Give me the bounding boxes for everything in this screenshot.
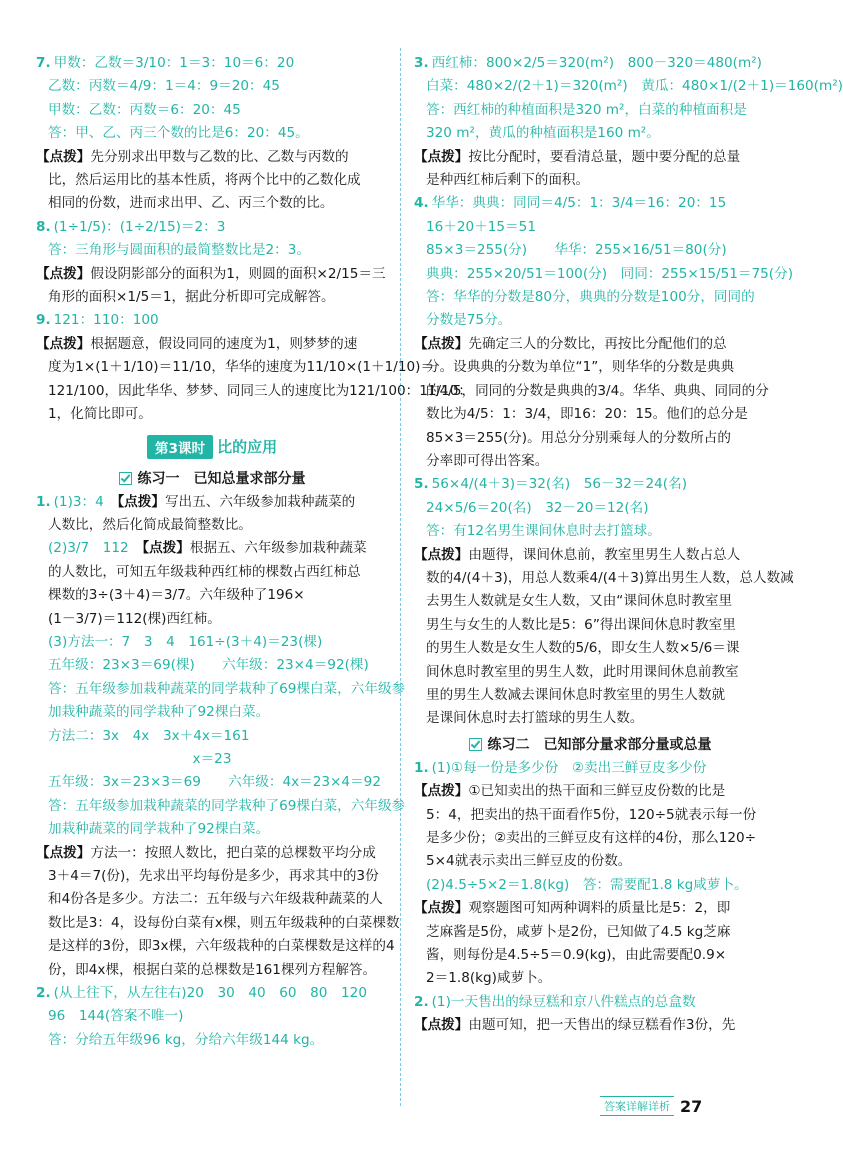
line-text: 56×4/(4＋3)＝32(名) 56－32＝24(名) <box>431 476 688 493</box>
line-text: 角形的面积×1/5＝1，据此分析即可完成解答。 <box>48 289 335 306</box>
section-heading <box>36 465 388 491</box>
text-line <box>36 146 388 169</box>
line-text: (1－3/7)＝112(棵)西红柿。 <box>48 610 221 627</box>
line-text: 答：五年级参加栽种蔬菜的同学栽种了69棵白菜，六年级参 <box>48 797 406 814</box>
line-text: 由题得，课间休息前，教室里男生人数占总人 <box>468 546 741 563</box>
line-text: 去男生人数就是女生人数，又由“课间休息时教室里 <box>426 593 733 610</box>
line-text: 分。设典典的分数为单位“1”，则华华的分数是典典 <box>426 359 735 376</box>
hint-tag: 【点拨】 <box>128 540 190 557</box>
line-text: 方法二：3x 4x 3x＋4x＝161 <box>48 727 250 744</box>
text-line <box>414 380 769 403</box>
question-number: 9. <box>36 312 51 329</box>
text-line <box>36 982 388 1005</box>
hint-tag: 【点拨】 <box>117 493 165 510</box>
line-text: 华华：典典：同同＝4/5：1：3/4＝16：20：15 <box>431 195 727 212</box>
line-text: 5：4，把卖出的热干面看作5份，120÷5就表示每一份 <box>426 806 757 823</box>
line-text: 分率即可得出答案。 <box>426 452 549 469</box>
right-column <box>414 52 843 1038</box>
line-text: 五年级：3x＝23×3＝69 六年级：4x＝23×4＝92 <box>48 774 381 791</box>
hint-tag: 【点拨】 <box>414 148 469 165</box>
line-text: 答：华华的分数是80分，典典的分数是100分，同同的 <box>426 289 755 306</box>
line-text: 96 144(答案不唯一) <box>48 1008 184 1025</box>
page-number: 27 <box>680 1096 703 1116</box>
hint-tag: 【点拨】 <box>414 335 469 352</box>
text-line <box>36 122 388 145</box>
text-line <box>36 725 388 748</box>
line-text: (1)3：4 <box>53 493 118 510</box>
text-line <box>414 567 794 590</box>
line-text: 2＝1.8(kg)咸萝卜。 <box>426 970 552 987</box>
question-number: 8. <box>36 218 51 235</box>
line-text: 方法一：按照人数比，把白菜的总棵数平均分成 <box>90 844 376 861</box>
question-number: 5. <box>414 476 429 493</box>
text-line <box>414 403 766 426</box>
text-line <box>414 874 766 897</box>
section-title: 练习一 已知总量求部分量 <box>137 470 306 487</box>
line-text: 先确定三人的分数比，再按比分配他们的总 <box>468 335 727 352</box>
line-text: 加栽种蔬菜的同学栽种了92棵白菜。 <box>48 704 270 721</box>
text-line <box>36 356 435 379</box>
text-line <box>36 263 388 286</box>
text-line <box>36 333 388 356</box>
text-line <box>414 544 766 567</box>
line-text: 答：西红柿的种植面积是320 m²，白菜的种植面积是 <box>426 101 747 118</box>
line-text: (从上往下，从左往右)20 30 40 60 80 120 <box>53 985 367 1002</box>
text-line <box>36 537 388 560</box>
line-text: 乙数：丙数＝4/9：1＝4：9＝20：45 <box>48 78 280 95</box>
question-number: 2. <box>414 993 429 1010</box>
line-text: 答：甲、乙、丙三个数的比是6：20：45。 <box>48 125 309 142</box>
hint-tag: 【点拨】 <box>414 546 469 563</box>
text-line <box>36 842 388 865</box>
line-text: 甲数：乙数＝3/10：1＝3：10＝6：20 <box>53 55 295 71</box>
line-text: 男生与女生的人数比是5：6”得出课间休息时教室里 <box>426 616 736 633</box>
line-text: (1÷1/5)：(1÷2/15)＝2：3 <box>53 218 226 235</box>
text-line <box>414 192 766 215</box>
line-text: (1)①每一份是多少份 ②卖出三鲜豆皮多少份 <box>431 759 707 776</box>
line-text: 和4份各是多少。方法二：五年级与六年级栽种蔬菜的人 <box>48 891 383 908</box>
line-text: 分数是75分。 <box>426 312 512 329</box>
checkbox-icon <box>469 738 482 751</box>
line-text: (2)4.5÷5×2＝1.8(kg) 答：需要配1.8 kg咸萝卜。 <box>426 876 748 893</box>
line-text: 16＋20＋15＝51 <box>426 218 536 235</box>
text-line <box>36 795 406 818</box>
text-line <box>414 614 766 637</box>
line-text: 3＋4＝7(份)，先求出平均每份是多少，再求其中的3份 <box>48 868 379 884</box>
text-line <box>414 99 766 122</box>
line-text: 份，即4x棵，根据白菜的总棵数是161棵列方程解答。 <box>48 961 377 978</box>
text-line <box>414 780 766 803</box>
line-text: 数的4/(4＋3)，用总人数乘4/(4＋3)算出男生人数，总人数减 <box>426 569 794 586</box>
text-line <box>36 865 388 888</box>
lesson-badge: 第3课时 <box>147 435 213 459</box>
question-number: 2. <box>36 985 51 1002</box>
section-heading <box>414 731 766 757</box>
text-line <box>36 678 406 701</box>
line-text: 加栽种蔬菜的同学栽种了92棵白菜。 <box>48 821 270 838</box>
text-line <box>36 99 388 122</box>
line-text: 数比是3：4，设每份白菜有x棵，则五年级栽种的白菜棵数 <box>48 914 400 931</box>
text-line <box>36 75 388 98</box>
text-line <box>414 497 766 520</box>
line-text: 先分别求出甲数与乙数的比、乙数与丙数的 <box>90 148 349 165</box>
text-line <box>414 309 766 332</box>
text-line <box>36 403 388 426</box>
text-line <box>36 771 388 794</box>
line-text: 答：三角形与圆面积的最简整数比是2：3。 <box>48 242 310 259</box>
line-text: 121：110：100 <box>53 312 159 329</box>
text-line <box>36 748 388 771</box>
text-line <box>414 1014 766 1037</box>
text-line <box>414 897 766 920</box>
text-line <box>414 637 766 660</box>
text-line <box>36 608 388 631</box>
text-line <box>36 561 388 584</box>
line-text: 人数比，然后化简成最简整数比。 <box>48 516 252 533</box>
text-line <box>414 804 766 827</box>
section-title: 练习二 已知部分量求部分量或总量 <box>487 736 712 753</box>
page-footer <box>600 1096 702 1116</box>
line-text: 85×3＝255(分) 华华：255×16/51＝80(分) <box>426 242 727 259</box>
text-line <box>36 584 388 607</box>
text-line <box>36 169 388 192</box>
text-line <box>414 146 766 169</box>
text-line <box>36 701 388 724</box>
text-line <box>36 959 388 982</box>
text-line <box>414 684 766 707</box>
footer-label: 答案详解详析 <box>600 1096 674 1116</box>
line-text: 白菜：480×2/(2＋1)＝320(m²) 黄瓜：480×1/(2＋1)＝160(m²) <box>426 78 843 95</box>
line-text: 假设阴影部分的面积为1，则圆的面积×2/15＝三 <box>90 265 386 282</box>
text-line <box>36 935 395 958</box>
line-text: 是这样的3份，即3x棵，六年级栽种的白菜棵数是这样的4 <box>48 938 395 955</box>
line-text: 320 m²，黄瓜的种植面积是160 m²。 <box>426 125 660 142</box>
text-line <box>36 888 388 911</box>
line-text: 答：五年级参加栽种蔬菜的同学栽种了69棵白菜，六年级参 <box>48 680 406 697</box>
line-text: 是种西红柿后剩下的面积。 <box>426 172 590 189</box>
line-text: 酱，则每份是4.5÷5＝0.9(kg)，由此需要配0.9× <box>426 947 727 964</box>
text-line <box>414 450 766 473</box>
question-number: 7. <box>36 55 51 71</box>
line-text: 甲数：乙数：丙数＝6：20：45 <box>48 101 241 118</box>
text-line <box>414 169 766 192</box>
line-text: 按比分配时，要看清总量，题中要分配的总量 <box>468 148 741 165</box>
text-line <box>36 239 388 262</box>
text-line <box>414 944 766 967</box>
hint-tag: 【点拨】 <box>36 265 91 282</box>
column-divider <box>400 48 401 1106</box>
text-line <box>414 239 766 262</box>
line-text: (3)方法一：7 3 4 161÷(3＋4)＝23(棵) <box>48 633 323 650</box>
text-line <box>36 1005 388 1028</box>
line-text: (1)一天售出的绿豆糕和京八件糕点的总盒数 <box>431 993 696 1010</box>
lesson-heading <box>36 435 388 459</box>
text-line <box>36 491 388 514</box>
checkbox-icon <box>119 472 132 485</box>
question-number: 4. <box>414 195 429 212</box>
line-text: x＝23 <box>192 750 232 767</box>
line-text: 五年级：23×3＝69(棵) 六年级：23×4＝92(棵) <box>48 657 369 674</box>
line-text: (2)3/7 112 <box>48 540 129 557</box>
text-line <box>36 631 388 654</box>
text-line <box>414 967 766 990</box>
hint-tag: 【点拨】 <box>36 148 91 165</box>
line-text: 比，然后运用比的基本性质，将两个比中的乙数化成 <box>48 172 361 189</box>
text-line <box>36 216 388 239</box>
text-line <box>414 122 766 145</box>
text-line <box>414 827 766 850</box>
line-text: 85×3＝255(分)。用总分分别乘每人的分数所占的 <box>426 429 731 446</box>
line-text: 根据题意，假设同同的速度为1，则梦梦的速 <box>90 335 358 352</box>
text-line <box>36 818 388 841</box>
text-line <box>414 850 766 873</box>
text-line <box>414 707 766 730</box>
text-line <box>36 912 400 935</box>
text-line <box>414 473 766 496</box>
line-text: 答：有12名男生课间休息时去打篮球。 <box>426 523 661 540</box>
hint-tag: 【点拨】 <box>414 783 469 800</box>
line-text-2: 根据五、六年级参加栽种蔬菜 <box>189 540 367 557</box>
hint-tag: 【点拨】 <box>414 900 469 917</box>
line-text: 数比为4/5：1：3/4，即16：20：15。他们的总分是 <box>426 406 748 423</box>
text-line <box>414 661 766 684</box>
line-text: 答：分给五年级96 kg，分给六年级144 kg。 <box>48 1031 324 1048</box>
line-text: 24×5/6＝20(名) 32－20＝12(名) <box>426 499 649 516</box>
text-line <box>36 309 388 332</box>
line-text: 典典：255×20/51＝100(分) 同同：255×15/51＝75(分) <box>426 265 794 282</box>
text-line <box>36 654 388 677</box>
line-text: 是多少份；②卖出的三鲜豆皮有这样的4份，那么120÷ <box>426 830 757 846</box>
text-line <box>36 192 388 215</box>
line-text: 度为1×(1＋1/10)＝11/10，华华的速度为11/10×(1＋1/10)＝ <box>48 359 435 376</box>
text-line <box>36 514 388 537</box>
text-line <box>414 520 766 543</box>
line-text: 里的男生人数减去课间休息时教室里的男生人数就 <box>426 686 726 703</box>
line-text: 棵数的3÷(3＋4)＝3/7。六年级种了196× <box>48 587 305 604</box>
line-text-2: 写出五、六年级参加栽种蔬菜的 <box>164 493 356 510</box>
question-number: 1. <box>36 493 51 510</box>
text-line <box>414 216 766 239</box>
line-text: ①已知卖出的热干面和三鲜豆皮份数的比是 <box>468 783 726 800</box>
text-line <box>36 52 388 75</box>
lesson-title: 比的应用 <box>217 438 278 456</box>
line-text: 的男生人数是女生人数的5/6，即女生人数×5/6＝课 <box>426 640 740 657</box>
line-text: 观察题图可知两种调料的质量比是5：2，即 <box>468 900 731 917</box>
question-number: 1. <box>414 759 429 776</box>
hint-tag: 【点拨】 <box>36 844 91 861</box>
text-line <box>414 427 766 450</box>
text-line <box>36 380 472 403</box>
line-text: 芝麻酱是5份，咸萝卜是2份，已知做了4.5 kg芝麻 <box>426 923 731 940</box>
text-line <box>414 333 766 356</box>
text-line <box>414 52 766 75</box>
text-line <box>414 991 766 1014</box>
hint-tag: 【点拨】 <box>414 1017 469 1034</box>
text-line <box>414 757 766 780</box>
line-text: 由题可知，把一天售出的绿豆糕看作3份，先 <box>468 1017 736 1034</box>
line-text: 的4/5，同同的分数是典典的3/4。华华、典典、同同的分 <box>426 382 769 399</box>
text-line <box>36 1029 388 1052</box>
line-text: 西红柿：800×2/5＝320(m²) 800－320＝480(m²) <box>431 55 762 71</box>
text-line <box>414 75 843 98</box>
hint-tag: 【点拨】 <box>36 335 91 352</box>
line-text: 是课间休息时去打篮球的男生人数。 <box>426 710 644 727</box>
text-line <box>414 356 766 379</box>
line-text: 间休息时教室里的男生人数，此时用课间休息前教室 <box>426 663 739 680</box>
question-number: 3. <box>414 55 429 71</box>
line-text: 的人数比，可知五年级栽种西红柿的棵数占西红柿总 <box>48 563 361 580</box>
line-text: 121/100，因此华华、梦梦、同同三人的速度比为121/100：11/10： <box>48 382 472 399</box>
line-text: 相同的份数，进而求出甲、乙、丙三个数的比。 <box>48 195 334 212</box>
text-line <box>36 286 388 309</box>
text-line <box>414 286 766 309</box>
text-line <box>414 921 766 944</box>
text-line <box>414 590 766 613</box>
line-text: 5×4就表示卖出三鲜豆皮的份数。 <box>426 853 632 870</box>
line-text: 1，化简比即可。 <box>48 406 152 423</box>
text-line <box>414 263 794 286</box>
